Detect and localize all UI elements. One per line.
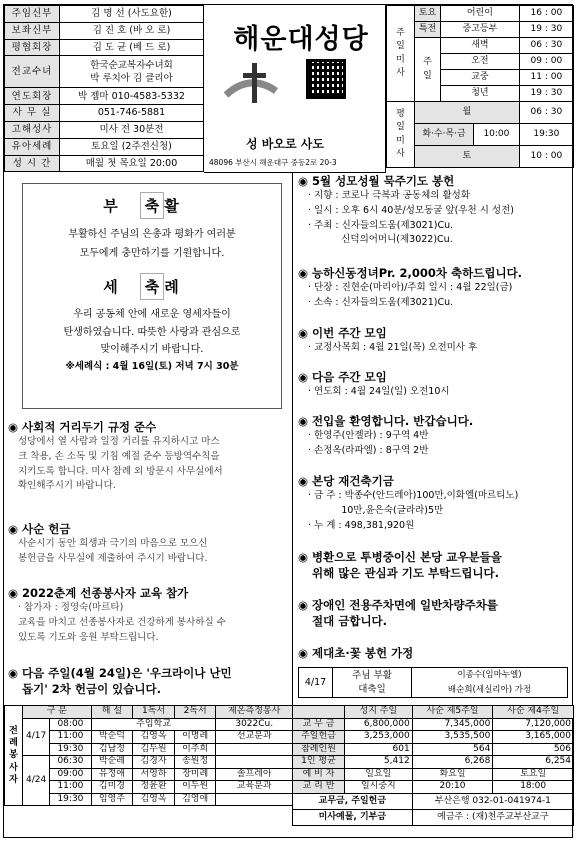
bullet-icon: ◉: [8, 586, 23, 600]
mass-time: 06 : 30: [519, 102, 573, 124]
mass-time: 10:00: [474, 124, 520, 146]
notice-building-fund: [298, 473, 570, 533]
bullet-icon: ◉: [298, 598, 313, 612]
easter-char: 부: [103, 197, 140, 215]
duty-cell: 박순례: [91, 756, 133, 769]
notice-praesidium: [298, 265, 570, 311]
duty-date: 4/24: [23, 756, 50, 806]
baptism-char: 축: [140, 273, 165, 300]
staff-name: 미사 전 30분전: [60, 121, 204, 138]
mass-day: 토: [415, 146, 520, 168]
notice-welcome: [298, 413, 570, 459]
notice-parking: [298, 597, 570, 629]
staff-role: 고해성사: [5, 121, 60, 138]
duty-time: 08:00: [50, 718, 91, 731]
staff-role: 주임신부: [5, 6, 60, 23]
notice-line: 사순시기 동안 희생과 극기의 마음으로 모으신: [18, 538, 208, 550]
duty-cell: 교육분과: [216, 781, 293, 794]
mass-time: 10 : 00: [519, 146, 573, 168]
notice-line: 크 착용, 손 소독 및 기침 예절 준수 등방역수칙을: [18, 450, 220, 462]
notice-heading-text: 장애인 전용주차면에 일반차량주차를: [312, 598, 498, 612]
duty-cell: 김경자: [133, 756, 175, 769]
notice-line: · 손정옥(라파엘) : 8구역 2반: [308, 444, 429, 456]
notice-heading: [298, 645, 570, 661]
notice-heading: [298, 597, 570, 613]
sun-label: 주일: [415, 38, 441, 102]
mass-name: 중고등부: [441, 22, 520, 38]
staff-name: 토요일 (2주전신청): [60, 138, 204, 155]
mass-time: 19 : 30: [519, 22, 573, 38]
duty-header: 제온측정봉사: [216, 706, 293, 719]
notice-heading: [298, 549, 570, 565]
duty-header: 1독서: [133, 706, 175, 719]
finance-header: 성지 주일: [345, 706, 413, 719]
duty-cell: 김영옥: [133, 731, 175, 744]
notice-line: 10만,윤은숙(글라라)5만: [308, 504, 444, 516]
notice-volunteer-training: [8, 585, 290, 645]
bank-holder: 예금주 : (재)천주교부산교구: [412, 809, 573, 825]
baptism-line: 탄생하였습니다. 따뜻한 사랑과 관심으로: [63, 326, 241, 338]
church-patron: 성 바오로 사도: [246, 137, 324, 151]
finance-value: 601: [345, 743, 413, 756]
baptism-title: [23, 273, 281, 300]
mass-name: 오전: [441, 54, 520, 70]
baptism-body: [23, 306, 281, 375]
staff-role: 전교수녀: [5, 56, 60, 88]
notice-prayer-sick: [298, 549, 570, 581]
duty-cell: [216, 743, 293, 756]
finance-value: 3,253,000: [345, 731, 413, 744]
notice-heading-text: 이번 주간 모임: [312, 326, 387, 340]
flower-family: 이종수(임마누엘): [412, 668, 568, 683]
church-logo-icon: [222, 61, 282, 105]
notice-line: 교육을 마치고 선종봉사자로 건강하게 봉사하실 수: [18, 616, 226, 628]
notice-heading-text: 전입을 환영합니다. 반갑습니다.: [312, 414, 474, 428]
column-divider: [292, 173, 293, 705]
rehearsal-time: 20:10: [412, 781, 493, 794]
notice-heading: [298, 369, 570, 385]
duty-cell: 정윤환: [133, 781, 175, 794]
duty-cell: 3022Cu.: [216, 718, 293, 731]
notice-line: · 누 계 : 498,381,920원: [308, 519, 415, 531]
church-address: 48096 부산시 해운대구 중동2로 20-3: [209, 158, 337, 167]
staff-role: 보좌신부: [5, 22, 60, 39]
rehearsal-label: 교 리 반: [293, 781, 345, 794]
finance-label: 1인 평균: [293, 756, 345, 769]
notice-line: 확인해주시기 바랍니다.: [18, 480, 116, 492]
notice-heading-text: 절대 금합니다.: [312, 614, 388, 629]
notice-may-rosary: [298, 173, 570, 248]
notice-line: · 일시 : 오후 6시 40분/성모동굴 앞(우천 시 성전): [308, 204, 514, 216]
duty-cell: 김영애: [174, 793, 216, 806]
rehearsal-day: 화요일: [412, 768, 493, 781]
duty-cell: 선교분과: [216, 731, 293, 744]
weekend-mass-label: 주일미사: [387, 6, 415, 102]
rehearsal-label: 예 비 자: [293, 768, 345, 781]
notice-heading-text: 돕기' 2차 헌금이 있습니다.: [22, 682, 161, 697]
duty-cell: 임영주: [91, 793, 133, 806]
bullet-icon: ◉: [298, 326, 313, 340]
mass-time: 09 : 00: [519, 54, 573, 70]
easter-title: [23, 192, 281, 219]
duty-header: 해 설: [91, 706, 133, 719]
rehearsal-day: 토요일: [493, 768, 574, 781]
easter-box: [22, 183, 282, 409]
duty-time: 06:30: [50, 756, 91, 769]
staff-name: [60, 56, 204, 88]
baptism-line: 우리 공동체 안에 새로운 영세자들이: [73, 309, 231, 320]
mass-time: 11 : 00: [519, 70, 573, 86]
flower-date: 4/17: [299, 668, 333, 698]
duty-cell: [216, 793, 293, 806]
bullet-icon: ◉: [298, 646, 313, 660]
baptism-line: ※세례식 : 4월 16일(토) 저녁 7시 30분: [65, 360, 239, 372]
finance-label: 교 무 금: [293, 718, 345, 731]
notice-heading-text: 제대초·꽃 봉헌 가정: [312, 646, 414, 660]
notice-line: · 지향 : 코로나 극복과 공동체의 활성화: [308, 190, 470, 202]
staff-name: 김 진 호 (바 오 로): [60, 22, 204, 39]
notice-heading: [8, 585, 290, 601]
bullet-icon: ◉: [8, 522, 23, 536]
notice-heading: [8, 521, 290, 537]
easter-line: 부활하신 주님의 은총과 평화가 여러분: [68, 229, 236, 240]
duty-time: 09:00: [50, 768, 91, 781]
bullet-icon: ◉: [298, 174, 313, 188]
staff-name: 박 젬마 010-4583-5332: [60, 88, 204, 105]
bullet-icon: ◉: [298, 266, 313, 280]
finance-table: [292, 705, 574, 826]
notice-heading: [298, 473, 570, 489]
notice-line: · 주최 : 신자들의도움(제3021)Cu.: [308, 219, 454, 231]
finance-value: 7,120,000: [493, 718, 574, 731]
duty-cell: 유정애: [91, 768, 133, 781]
duty-cell: 김두원: [133, 743, 175, 756]
mass-time: 06 : 30: [519, 38, 573, 54]
notice-heading-text: 병환으로 투병중이신 본당 교우분들을: [312, 550, 502, 564]
notice-ukraine: [8, 665, 290, 697]
duty-header: 2독서: [174, 706, 216, 719]
notice-heading-text: 사회적 거리두기 규정 준수: [22, 420, 157, 434]
staff-name: 김 명 선 (사도요한): [60, 6, 204, 23]
duty-table: [4, 705, 293, 806]
mass-time: 19 : 30: [519, 86, 573, 102]
weekday-mass-label: 평일미사: [387, 102, 415, 168]
notice-next-week: [298, 369, 570, 400]
bank-label: 교무금, 주일헌금: [293, 793, 413, 809]
notice-heading: [298, 325, 570, 341]
notice-heading: [298, 413, 570, 429]
mass-day: 화·수·목·금: [415, 124, 474, 146]
finance-label: 참례인원: [293, 743, 345, 756]
notice-lent-offering: [8, 521, 290, 567]
duty-cell: 박순덕: [91, 731, 133, 744]
duty-cell: 이주희: [174, 743, 216, 756]
bank-label: 미사예물, 기부금: [293, 809, 413, 825]
eve-label: 특전: [415, 22, 441, 38]
flower-event: 주님 부활: [333, 668, 412, 683]
duty-time: 11:00: [50, 781, 91, 794]
rehearsal-time: 18:00: [493, 781, 574, 794]
staff-name-line: 한국순교복자수녀회: [90, 59, 173, 71]
duty-label: 전례봉사자: [5, 706, 23, 806]
bullet-icon: ◉: [8, 420, 23, 434]
notice-line: · 단장 : 진현순(마리아)/주회 일시 : 4월 22일(금): [308, 282, 513, 294]
staff-role: 사 무 실: [5, 105, 60, 122]
baptism-line: 맞이해주시기 바랍니다.: [100, 344, 204, 355]
duty-time: 19:30: [50, 743, 91, 756]
finance-value: 3,535,500: [412, 731, 493, 744]
staff-role: 유아세례: [5, 138, 60, 155]
finance-value: 6,254: [493, 756, 574, 769]
bulletin-page: [3, 4, 573, 838]
notice-heading: [298, 173, 570, 189]
notice-heading-text: 능하신동정녀Pr. 2,000차 축하드립니다.: [312, 266, 523, 280]
bullet-icon: ◉: [298, 370, 313, 384]
mass-schedule-table: [386, 5, 574, 168]
notice-heading-text: 위해 많은 관심과 기도 부탁드립니다.: [312, 566, 500, 581]
mass-name: 청년: [441, 86, 520, 102]
notice-heading-text: 2022춘계 선종봉사자 교육 참가: [22, 586, 189, 600]
mass-time: 19:30: [519, 124, 573, 146]
finance-value: 7,345,000: [412, 718, 493, 731]
bank-account: 부산은행 032-01-041974-1: [412, 793, 573, 809]
mass-name: 새벽: [441, 38, 520, 54]
notice-line: 지키도록 합니다. 미사 참례 외 방문시 사무실에서: [18, 465, 223, 477]
staff-name: 매월 첫 목요일 20:00: [60, 155, 204, 172]
notice-heading-text: 다음 주일(4월 24일)은 '우크라이나 난민: [22, 666, 232, 680]
mass-day: 월: [415, 102, 520, 124]
baptism-char: 례: [164, 278, 201, 296]
notice-line: 신덕의어머니(제3022)Cu.: [308, 234, 453, 246]
bullet-icon: ◉: [8, 666, 23, 680]
mass-name: 교중: [441, 70, 520, 86]
notice-line: · 금 주 : 박종수(안드레아)100만,이화엘(마르티노): [308, 490, 519, 502]
staff-role: 연도회장: [5, 88, 60, 105]
staff-table: [4, 5, 204, 172]
rehearsal-day: 일요일: [345, 768, 413, 781]
bullet-icon: ◉: [298, 550, 313, 564]
notice-line: · 연도회 : 4월 24일(일) 오전10시: [308, 386, 450, 398]
duty-cell: 이명례: [174, 731, 216, 744]
flower-event: 대축일: [333, 683, 412, 698]
duty-date: 4/17: [23, 718, 50, 756]
easter-line: 모두에게 충만하기를 기원합니다.: [79, 248, 225, 259]
notice-line: · 한영주(안젤라) : 9구역 4반: [308, 430, 429, 442]
finance-value: 506: [493, 743, 574, 756]
notice-distancing: [8, 419, 290, 494]
notice-heading: [8, 665, 290, 681]
finance-header: 사순 제5주일: [412, 706, 493, 719]
notice-heading-text: 다음 주간 모임: [312, 370, 387, 384]
easter-char: 축: [140, 192, 165, 219]
duty-time: 11:00: [50, 731, 91, 744]
finance-label: 주일헌금: [293, 731, 345, 744]
church-title: 해운대성당: [233, 24, 369, 55]
flower-family: 배순희(세실리아) 가정: [412, 683, 568, 698]
notice-heading: [298, 265, 570, 281]
qr-code-icon: [306, 59, 346, 99]
easter-char: 활: [164, 197, 201, 215]
duty-cell: 김남정: [91, 743, 133, 756]
staff-role: 평협회장: [5, 39, 60, 56]
notice-line: · 소속 : 신자들의도움(제3021)Cu.: [308, 296, 454, 308]
notice-heading-text: 5월 성모성월 묵주기도 봉헌: [312, 174, 455, 188]
notice-line: 있도록 기도와 응원 부탁드립니다.: [18, 631, 159, 643]
duty-cell: 송원정: [174, 756, 216, 769]
finance-value: 6,800,000: [345, 718, 413, 731]
staff-role: 성 시 간: [5, 155, 60, 172]
rehearsal-time: 일시중지: [345, 781, 413, 794]
notice-this-week: [298, 325, 570, 356]
duty-cell: 솔프레아: [216, 768, 293, 781]
duty-cell: 장미례: [174, 768, 216, 781]
bullet-icon: ◉: [298, 474, 313, 488]
duty-time: 19:30: [50, 793, 91, 806]
staff-name-line: 박 루치아 김 클리아: [90, 72, 173, 84]
mass-name: 어린이: [441, 6, 520, 22]
duty-cell: 이두원: [174, 781, 216, 794]
duty-cell: 서영하: [133, 768, 175, 781]
finance-value: 564: [412, 743, 493, 756]
duty-cell: 김영옥: [133, 793, 175, 806]
staff-name: 051-746-5881: [60, 105, 204, 122]
finance-header: 사순 제4주일: [493, 706, 574, 719]
flower-table: [298, 667, 568, 698]
duty-cell: 주임학교: [91, 718, 216, 731]
staff-name: 김 도 균 (베 드 로): [60, 39, 204, 56]
notice-heading: [8, 419, 290, 435]
notice-line: · 교정사목회 : 4월 21일(목) 오전미사 후: [308, 342, 478, 354]
finance-header: [293, 706, 345, 719]
sat-label: 토요: [415, 6, 441, 22]
duty-cell: [216, 756, 293, 769]
notice-heading-text: 사순 헌금: [22, 522, 71, 536]
easter-body: [23, 225, 281, 263]
notice-line: · 참가자 : 정영숙(마르타): [18, 602, 124, 614]
finance-value: 3,165,000: [493, 731, 574, 744]
finance-value: 6,268: [412, 756, 493, 769]
notice-line: 봉헌금을 사무실에 제출하여 주시기 바랍니다.: [18, 552, 208, 564]
bullet-icon: ◉: [298, 414, 313, 428]
duty-cell: 김미경: [91, 781, 133, 794]
duty-header: 구 분: [23, 706, 92, 719]
notice-line: 성당에서 열 사람과 일정 거리를 유지하시고 마스: [18, 436, 220, 448]
notice-altar-flowers: [298, 645, 570, 661]
baptism-char: 세: [103, 278, 140, 296]
mass-time: 16 : 00: [519, 6, 573, 22]
notice-heading-text: 본당 재건축기금: [312, 474, 394, 488]
finance-value: 5,412: [345, 756, 413, 769]
